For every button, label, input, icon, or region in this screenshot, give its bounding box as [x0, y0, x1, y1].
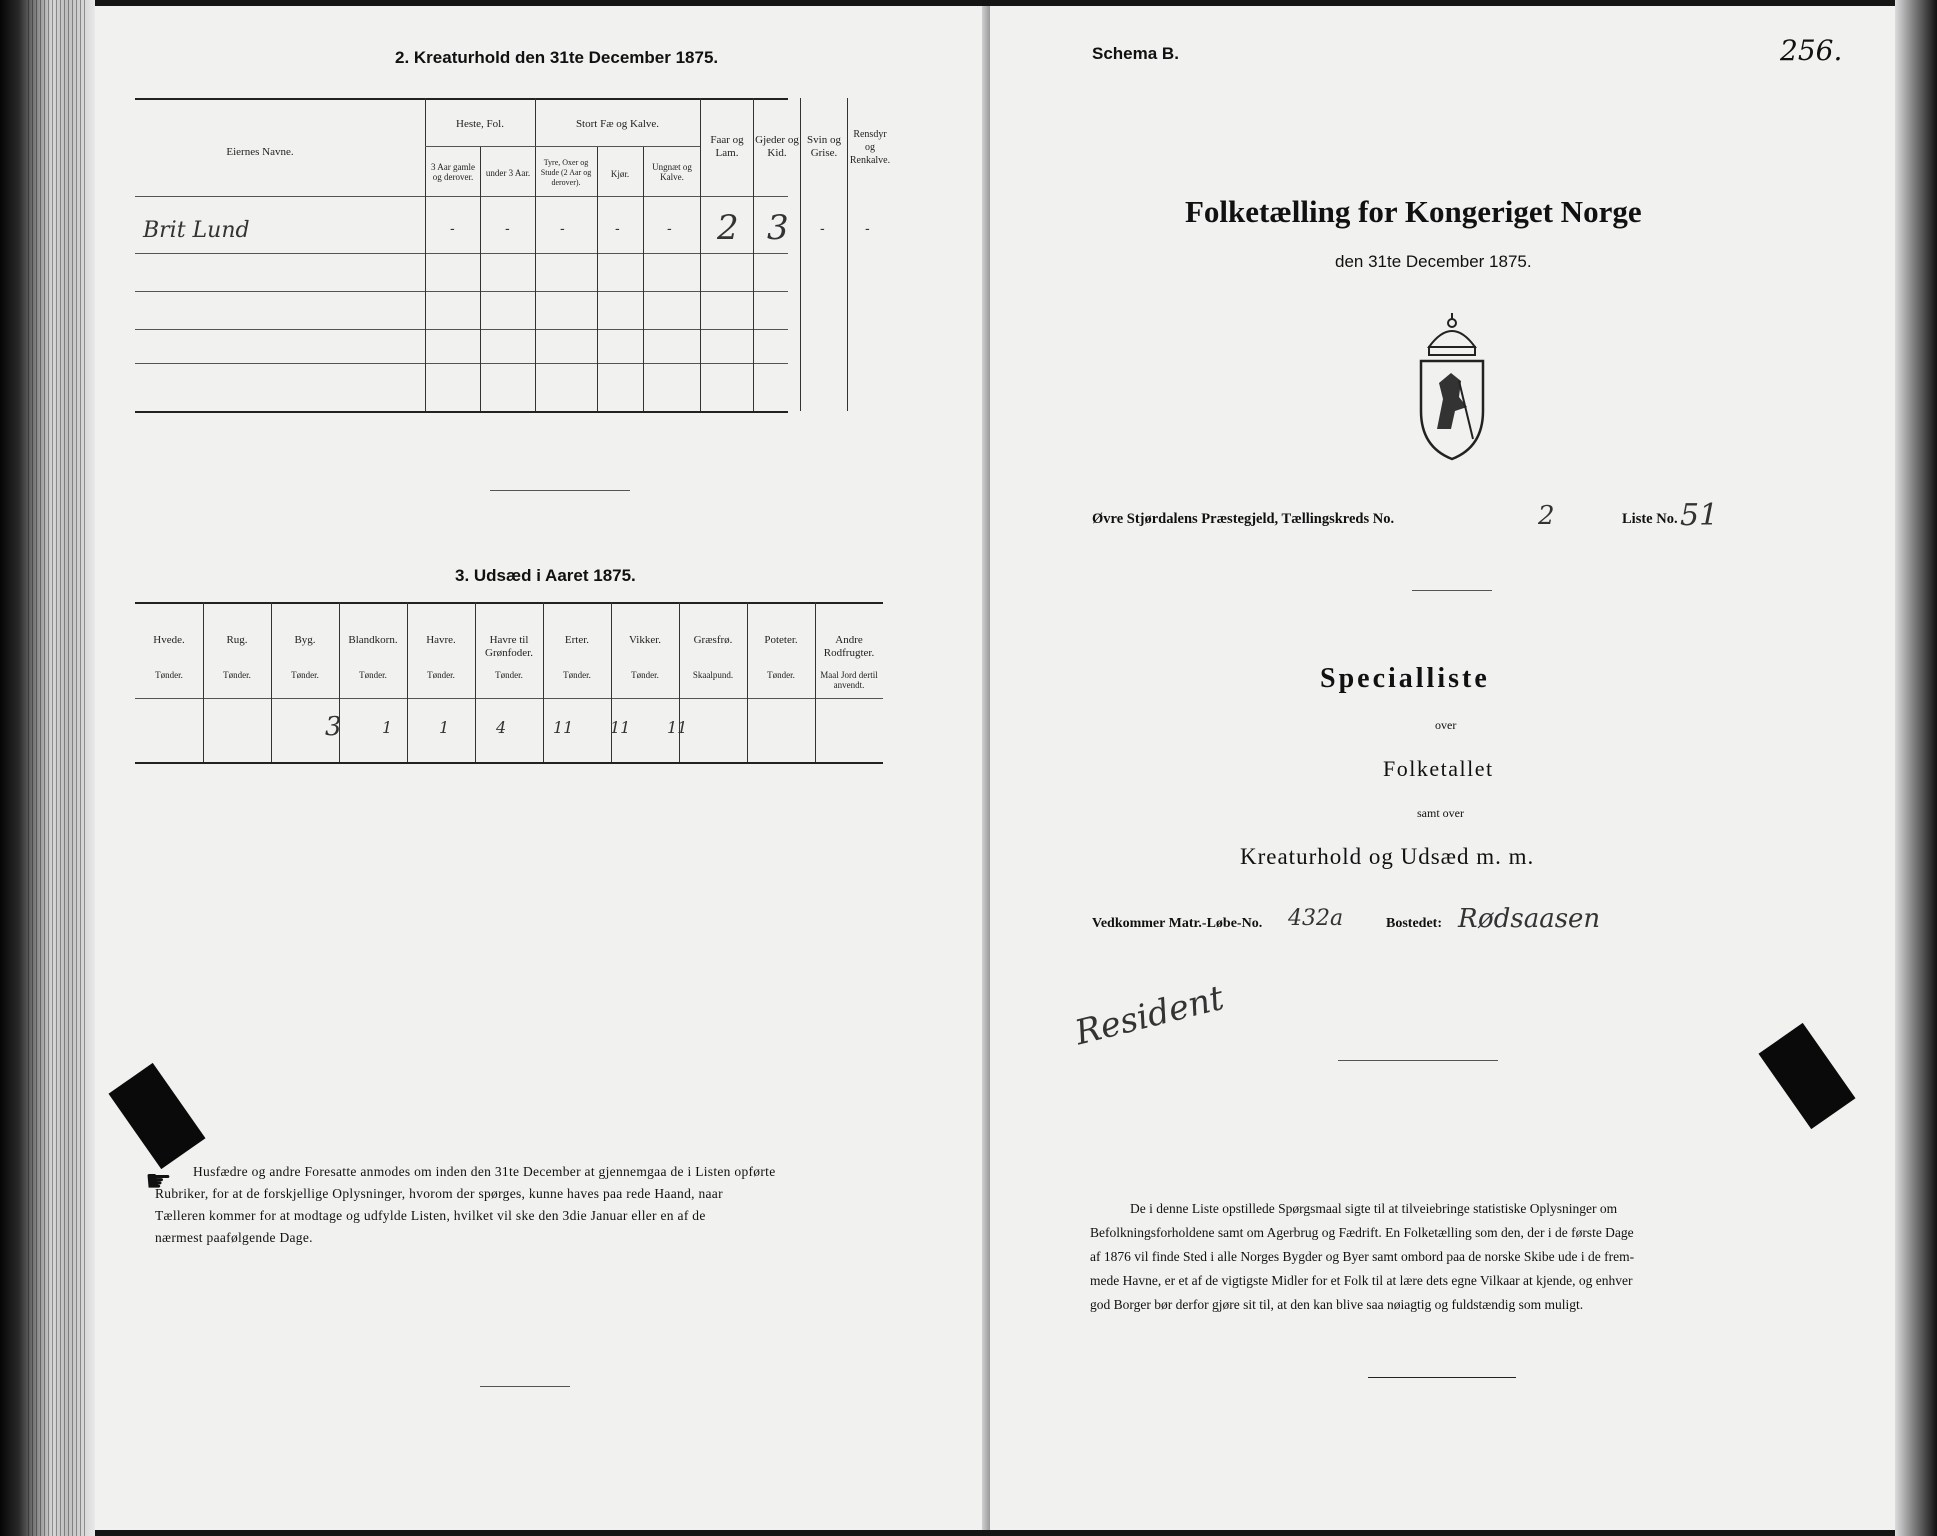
entry-heste-2: - [505, 221, 510, 237]
heste-sub-1: 3 Aar gamle og derover. [431, 162, 475, 182]
notice-line-4: nærmest paafølgende Dage. [155, 1230, 313, 1245]
notice-line-2: Rubriker, for at de forskjellige Oplysninger, hvorom der spørges, kunne haves paa rede Haand, naar [155, 1186, 723, 1201]
table2-row-rule [135, 329, 788, 330]
table3-col-name: Vikker. [628, 634, 662, 646]
table3-col-name: Rug. [226, 634, 248, 646]
parish-label: Øvre Stjørdalens Præstegjeld, Tællingskreds No. [1092, 511, 1395, 527]
table3-col-unit: Tønder. [155, 670, 183, 680]
table3-col-unit: Tønder. [223, 670, 251, 680]
table3-hand-mark: 11 [553, 718, 574, 737]
book-edge-pages [28, 0, 88, 1536]
table3-col-rule [203, 602, 204, 762]
samt-over-text: samt over [1417, 806, 1464, 820]
resident-stamp: Resident [1071, 977, 1228, 1054]
census-subtitle: den 31te December 1875. [1335, 252, 1532, 271]
table2-row-rule [135, 253, 788, 254]
liste-number: 51 [1680, 498, 1719, 533]
norway-coat-of-arms-icon [1415, 311, 1489, 461]
table3-col-name: Blandkorn. [348, 634, 398, 646]
table3-col-unit: Tønder. [427, 670, 455, 680]
table3-col-unit: Tønder. [563, 670, 591, 680]
table2-col-rule [535, 98, 536, 411]
table3-hand-mark: 11 [667, 718, 688, 737]
footer-line-1: De i denne Liste opstillede Spørgsmaal sigte til at tilveiebringe statistiske Oplysninger om [1130, 1201, 1618, 1216]
entry-heste-1: - [450, 221, 455, 237]
table3-col-unit: Tønder. [359, 670, 387, 680]
bosted-value: Rødsaasen [1458, 904, 1601, 934]
entry-stort-1: - [560, 221, 565, 237]
left-page [95, 6, 990, 1530]
entry-stort-2: - [615, 221, 620, 237]
table3-col-unit: Tønder. [291, 670, 319, 680]
entry-faar: 2 [717, 208, 739, 248]
table3-col-name: Poteter. [764, 634, 798, 646]
heste-sub-2: under 3 Aar. [485, 168, 531, 178]
table3-hand-mark: 1 [382, 718, 393, 737]
matr-number: 432a [1288, 906, 1344, 931]
table2-top-rule [135, 98, 788, 100]
svin-column-header: Svin og Grise. [807, 134, 841, 159]
bosted-label: Bostedet: [1386, 916, 1442, 931]
section-divider [490, 490, 630, 491]
table2-col-rule [643, 146, 644, 411]
footer-line-5: god Borger bør derfor gjøre sit til, at den kan blive saa nøiagtig og fuldstændig som muligt. [1090, 1297, 1584, 1312]
table3-col-name: Byg. [294, 634, 316, 646]
table3-hand-mark: 11 [610, 718, 631, 737]
table3-col-unit: Tønder. [767, 670, 795, 680]
table2-group-rule [425, 146, 700, 147]
table3-col-unit: Tønder. [495, 670, 523, 680]
table3-col-rule [543, 602, 544, 762]
kreaturhold-text: Kreaturhold og Udsæd m. m. [1240, 844, 1535, 869]
table2-col-rule [425, 98, 426, 411]
section3-title: 3. Udsæd i Aaret 1875. [455, 566, 636, 585]
table2-col-rule [480, 146, 481, 411]
table3-col-rule [611, 602, 612, 762]
footer-line-4: mede Havne, er et af de vigtigste Midler for et Folk til at lære dets egne Vilkaar at kjende, og enhver [1090, 1273, 1633, 1288]
stort-sub-3: Ungnæt og Kalve. [652, 162, 692, 182]
table3-col-name: Erter. [564, 634, 590, 646]
special-title: Specialliste [1320, 663, 1490, 694]
table3-header-rule [135, 698, 883, 699]
table3-col-name: Andre Rodfrugter. [823, 634, 875, 659]
table3-col-name: Havre. [426, 634, 456, 646]
liste-label: Liste No. [1622, 511, 1678, 527]
gjeder-column-header: Gjeder og Kid. [755, 134, 799, 159]
owner-name-entry: Brit Lund [143, 218, 250, 243]
notice-line-3: Tælleren kommer for at modtage og udfylde Listen, hvilket vil ske den 3die Januar eller en af de [155, 1208, 706, 1223]
heste-group-header: Heste, Fol. [456, 118, 504, 130]
table3-col-unit: Maal Jord dertil anvendt. [820, 670, 878, 690]
census-title: Folketælling for Kongeriget Norge [1185, 194, 1642, 229]
notice-line-1: Husfædre og andre Foresatte anmodes om inden den 31te December at gjennemgaa de i Listen opførte [193, 1164, 776, 1179]
table3-col-rule [747, 602, 748, 762]
entry-rensdyr: - [865, 221, 870, 237]
stort-sub-2: Kjør. [610, 169, 630, 179]
signature-line [1338, 1060, 1498, 1061]
right-page [990, 6, 1895, 1530]
table2-row-rule [135, 291, 788, 292]
table3-hand-mark: 3 [325, 712, 342, 742]
over-text: over [1435, 718, 1457, 732]
table3-top-rule [135, 602, 883, 604]
page-number: 256. [1780, 34, 1843, 67]
section2-title: 2. Kreaturhold den 31te December 1875. [395, 48, 719, 67]
pointing-hand-icon: ☛ [145, 1165, 172, 1198]
table3-col-name: Hvede. [153, 634, 185, 646]
table3-col-name: Havre til Grønfoder. [485, 634, 533, 659]
table3-col-unit: Skaalpund. [692, 670, 734, 680]
table3-bottom-rule [135, 762, 883, 764]
table2-col-rule [597, 146, 598, 411]
stort-sub-1: Tyre, Oxer og Stude (2 Aar og derover). [540, 158, 592, 187]
kreds-number: 2 [1538, 501, 1555, 531]
table3-col-rule [407, 602, 408, 762]
divider [1412, 590, 1492, 591]
table3-col-rule [271, 602, 272, 762]
footer-line-2: Befolkningsforholdene samt om Agerbrug og Fædrift. En Folketælling som den, der i de første Dage [1090, 1225, 1634, 1240]
stort-group-header: Stort Fæ og Kalve. [575, 118, 660, 130]
rensdyr-column-header: Rensdyr og Renkalve. [849, 129, 891, 166]
table3-col-unit: Tønder. [631, 670, 659, 680]
book-edge-right [1895, 0, 1937, 1536]
table2-row-rule [135, 363, 788, 364]
table3-col-name: Græsfrø. [693, 634, 733, 646]
footer-divider [1368, 1377, 1516, 1378]
faar-column-header: Faar og Lam. [710, 134, 744, 159]
owner-column-header: Eiernes Navne. [226, 146, 294, 158]
table2-header-rule [135, 196, 788, 197]
matr-label: Vedkommer Matr.-Løbe-No. [1092, 916, 1263, 931]
table2-col-rule [700, 98, 701, 411]
table3-hand-mark: 4 [496, 718, 507, 737]
entry-svin: - [820, 221, 825, 237]
table3-col-rule [679, 602, 680, 762]
folketallet-text: Folketallet [1383, 756, 1494, 781]
entry-stort-3: - [667, 221, 672, 237]
table3-hand-mark: 1 [439, 718, 450, 737]
table3-col-rule [475, 602, 476, 762]
table2-bottom-rule [135, 411, 788, 413]
entry-gjeder: 3 [767, 208, 789, 248]
schema-label: Schema B. [1092, 44, 1179, 63]
footer-divider [480, 1386, 570, 1387]
footer-line-3: af 1876 vil finde Sted i alle Norges Bygder og Byer samt ombord paa de norske Skibe ude i de frem- [1090, 1249, 1635, 1264]
